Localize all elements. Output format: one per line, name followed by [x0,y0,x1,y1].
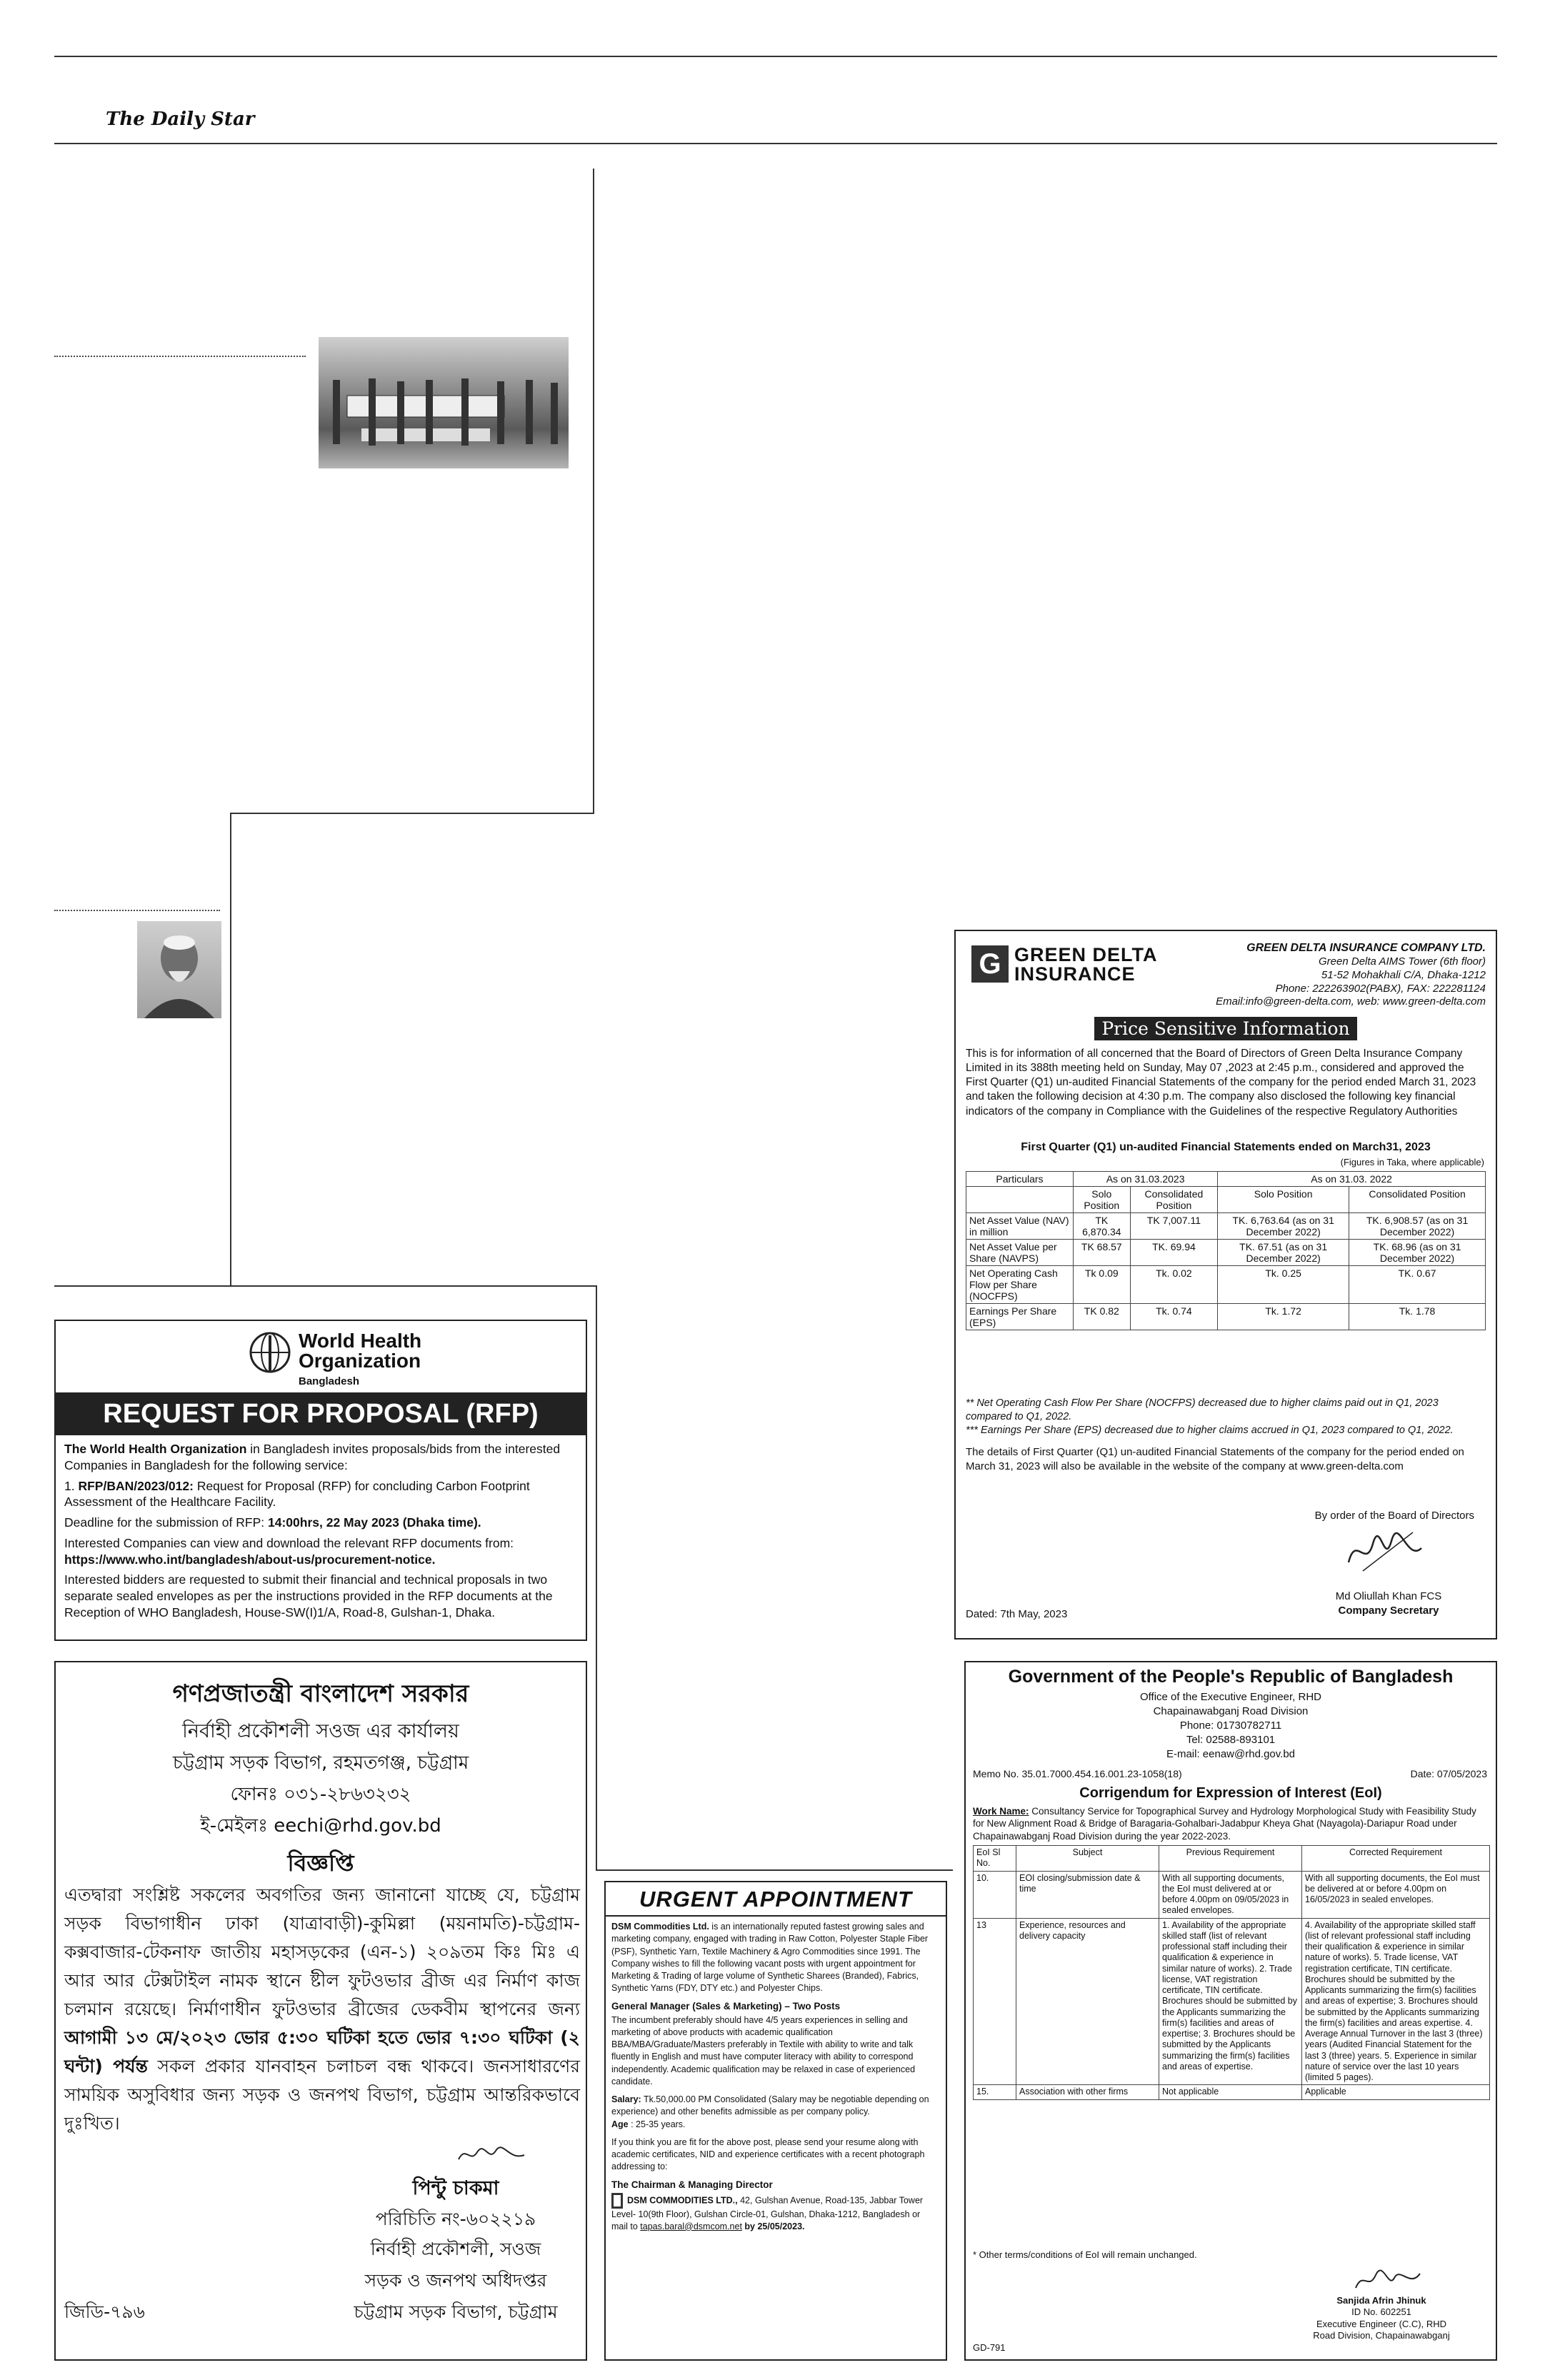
gd-by-order: By order of the Board of Directors [1314,1510,1474,1522]
cell: Experience, resources and delivery capacity [1016,1918,1159,2085]
dsm-body [611,1921,940,2239]
dsm-requirements: The incumbent preferably should have 4/5 years experiences in selling and marketing of above products with academic qualification BBA/MBA/Graduate/Masters preferably in Textile with ability to write and talk fluently in English and must have computer literacy with ability to correspond independently. Academic qualification may be relaxed in case of experienced candidate. [611,2014,916,2087]
rhd-table [973,1845,1490,2100]
green-delta-address [1157,941,1486,1009]
brand-line1: GREEN DELTA [1014,944,1158,965]
who-download-url[interactable]: https://www.who.int/bangladesh/about-us/procurement-notice. [64,1552,436,1567]
dsm-age-text: : 25-35 years. [628,2119,686,2129]
rhd-corrigendum-ad [964,1661,1497,2361]
cell: TK 68.57 [1074,1240,1131,1266]
gd-company: GREEN DELTA INSURANCE COMPANY LTD. [1246,942,1486,954]
cell: TK 6,870.34 [1074,1213,1131,1240]
cell: TK. 68.96 (as on 31 December 2022) [1349,1240,1486,1266]
column-divider [230,813,231,1287]
rhd-division: Chapainawabganj Road Division [1153,1705,1309,1717]
cell: With all supporting documents, the EoI must delivered at or before 4.00pm on 09/05/2023 in sealed envelopes. [1159,1871,1302,1918]
cell: TK 0.82 [1074,1304,1131,1330]
who-intro-org: The World Health Organization [64,1442,247,1456]
table-row [974,1918,1490,2085]
who-org-name [299,1331,421,1371]
cell: Tk. 1.78 [1349,1304,1486,1330]
cell: TK. 6,908.57 (as on 31 December 2022) [1349,1213,1486,1240]
dsm-intro: is an internationally reputed fastest growing sales and marketing company, engaged with trading in Raw Cotton, Polyester Staple Fiber (PSF), Synthetic Yarn, Textile Machinery & Agro Commodities since 1991. The Company wishes to fill the following vacant posts with urgent appointment for Marketing & Trading of large volume of Synthetic Sharees (Branded), Fabrics, Synthetic Yarns (FDY, DTY etc.) and Polyester Chips. [611,1922,929,1994]
dsm-addressee: The Chairman & Managing Director [611,2179,773,2190]
who-body [64,1441,579,1625]
news-photo [319,337,569,468]
rhd-memo: Memo No. 35.01.7000.454.16.001.23-1058(18) [973,1768,1182,1779]
cell: EOI closing/submission date & time [1016,1871,1159,1918]
th-corr: Corrected Requirement [1302,1846,1490,1872]
th-cons-2023: Consolidated Position [1130,1187,1218,1213]
bn-signer: পিন্টু চাকমা [412,2177,499,2199]
dsm-title: URGENT APPOINTMENT [606,1887,946,1917]
who-rfp-ad [54,1320,587,1641]
bn-gd-number: জিডি-৭৯৬ [64,2301,145,2322]
cell: 1. Availability of the appropriate skilled staff (list of relevant professional staff including their qualification & experience in similar nature of works). 2. Trade license, VAT registration certificate, TIN certificate. Brochures should be submitted by the Applicants summarizing the firm(s) facilities and areas of expertise; 3. Brochures should be submitted by the Applicants summarizing the firm(s) facilities and areas of expertise. [1159,1918,1302,2085]
cell: TK. 67.51 (as on 31 December 2022) [1218,1240,1349,1266]
gd-secretary-name: Md Oliullah Khan FCS [1335,1590,1442,1602]
cell: 13 [974,1918,1016,2085]
who-country: Bangladesh [299,1375,360,1387]
table-row [966,1240,1486,1266]
dsm-appointment-ad [604,1881,947,2361]
rhd-signer-id: ID No. 602251 [1351,2306,1411,2318]
row-label: Net Operating Cash Flow per Share (NOCFPS) [966,1266,1074,1304]
cell: 10. [974,1871,1016,1918]
th-solo-2023: Solo Position [1074,1187,1131,1213]
bn-heading: বিজ্ঞপ্তি [287,1849,354,1877]
column-divider [593,169,594,814]
who-deadline-value: 14:00hrs, 22 May 2023 (Dhaka time). [268,1515,481,1530]
table-row [974,1871,1490,1918]
rhd-work-label: Work Name: [973,1806,1029,1817]
rhd-email: E-mail: eenaw@rhd.gov.bd [1166,1748,1296,1760]
who-submit-text: Interested bidders are requested to submit their financial and technical proposals in two separate sealed envelopes as per the instructions provided in the RFP documents at the Reception of WHO Bangladesh, House-SW(I)1/A, Road-8, Gulshan-1, Dhaka. [64,1572,553,1620]
who-item-text: Request for Proposal (RFP) for concluding Carbon Footprint Assessment of the Healthcare Facility. [64,1478,530,1510]
gd-phone: Phone: 222263902(PABX), FAX: 222281124 [1275,982,1486,995]
cell: Applicable [1302,2085,1490,2099]
bn-signature-icon [456,2142,527,2166]
th-prev: Previous Requirement [1159,1846,1302,1872]
rhd-division-sig: Road Division, Chapainawabganj [1313,2329,1450,2341]
dsm-address-company: DSM COMMODITIES LTD., [627,2194,738,2205]
bn-para-bold: আগামী ১৩ মে/২০২৩ ভোর ৫:৩০ ঘটিকা হতে ভোর ৭:৩০ ঘটিকা (২ ঘন্টা) পর্যন্ত [64,2027,580,2077]
th-sl: EoI Sl No. [974,1846,1016,1872]
who-download-text: Interested Companies can view and download the relevant RFP documents from: [64,1535,514,1550]
table-row [966,1304,1486,1330]
column-divider [230,813,594,814]
masthead-rule [54,143,1497,144]
bn-office: নির্বাহী প্রকৌশলী সওজ এর কার্যালয় [182,1720,459,1742]
gd-table-title: First Quarter (Q1) un-audited Financial Statements ended on March31, 2023 [1021,1141,1431,1153]
gd-address1: Green Delta AIMS Tower (6th floor) [1319,955,1486,968]
masthead: The Daily Star [106,109,255,130]
bn-phone: ফোনঃ ০৩১-২৮৬৩২৩২ [230,1784,411,1805]
bn-location: চট্টগ্রাম সড়ক বিভাগ, চট্টগ্রাম [354,2301,558,2322]
bn-paragraph [64,1881,580,2138]
dsm-mail-deadline: by 25/05/2023. [741,2221,805,2231]
bn-title: গণপ্রজাতন্ত্রী বাংলাদেশ সরকার [172,1679,469,1708]
dsm-salary-text: Tk.50,000.00 PM Consolidated (Salary may be negotiable depending on experience) and other benefits admissible as per company policy. [611,2094,929,2117]
gd-financial-table [966,1171,1486,1330]
cell: 4. Availability of the appropriate skilled staff (list of relevant professional staff including their qualification & experience in similar nature of works). 5. Trade license, VAT registration certificate, TIN certificate. Brochures should be submitted by the Applicants summarizing the firm(s) facilities and areas of expertise; 3. Brochures should be submitted by the Applicants summarizing the firm(s) facilities and areas expertise. 4. Average Annual Turnover in the last 3 (three) years (Audited Financial Statement for the last 3 (three) years. 5. Experience in similar nature of service over the last 10 years (limited 5 pages). [1302,1918,1490,2085]
bn-signer-id: পরিচিতি নং-৬০২২১৯ [375,2209,536,2229]
dotted-divider [54,356,306,357]
dsm-apply: If you think you are fit for the above post, please send your resume along with academic certificates, NID and experience certificates with a recent photograph addressing to: [611,2137,925,2172]
gd-intro: This is for information of all concerned that the Board of Directors of Green Delta Insurance Company Limited in its 388th meeting held on Sunday, May 07 ,2023 at 2:45 p.m., considered and approved the First Quarter (Q1) un-audited Financial Statements of the company for the period ended March 31, 2023 and taken the following decision at 4:30 p.m. The company also disclosed the following key financial indicators of the company in Compliance with the Guidelines of the respective Regulatory Authorities [966,1048,1476,1118]
dsm-mail-prefix: mail to [611,2221,641,2231]
who-org-line1: World Health [299,1330,422,1352]
cell: With all supporting documents, the EoI must be delivered at or before 4.00pm on 16/05/2023 in sealed envelopes. [1302,1871,1490,1918]
who-rfp-title: REQUEST FOR PROPOSAL (RFP) [56,1392,586,1435]
bn-para-main: এতদ্বারা সংশ্লিষ্ট সকলের অবগতির জন্য জানানো যাচ্ছে যে, চট্টগ্রাম সড়ক বিভাগাধীন ঢাকা (যাত্রাবাড়ী)-কুমিল্লা (ময়নামতি)-চট্টগ্রাম-কক্সবাজার-টেকনাফ জাতীয় মহাসড়কের (এন-১) ২০৯তম কিঃ মিঃ এ আর আর টেক্সটাইল নামক স্থানে ষ্টীল ফুটওভার ব্রীজ এর নির্মাণ কাজ চলমান রয়েছে। নির্মাণাধীন ফুটওভার ব্রীজের ডেকবীম স্থাপনের জন্য [64,1884,580,2019]
rhd-signer-block [1296,2295,1467,2341]
cell: Tk. 0.74 [1130,1304,1218,1330]
rhd-gov: Government of the People's Republic of Bangladesh [1008,1667,1454,1687]
cell: Not applicable [1159,2085,1302,2099]
rhd-work-text: Consultancy Service for Topographical Survey and Hydrology Morphological Study with Feasibility Study for New Alignment Road & Bridge of Baragaria-Gohalbari-Jadabpur Kheya Ghat (Nayagola)-Dariapur Road under Chapainawabganj Road Division during the year 2022-2023. [973,1806,1476,1842]
rhd-title: Corrigendum for Expression of Interest (EoI) [1079,1785,1382,1801]
cell: Association with other firms [1016,2085,1159,2099]
psi-banner-text: Price Sensitive Information [1094,1017,1356,1040]
rhd-phone: Phone: 01730782711 [1179,1719,1282,1732]
dsm-mail-link[interactable]: tapas.baral@dsmcom.net [640,2221,742,2231]
who-item-ref: RFP/BAN/2023/012: [78,1478,194,1493]
gd-secretary [1303,1590,1474,1617]
bengali-notice-ad [54,1661,587,2361]
psi-banner [956,1017,1496,1040]
gd-email: Email:info@green-delta.com, web: www.green-delta.com [1216,995,1486,1008]
cell: TK. 6,763.64 (as on 31 December 2022) [1218,1213,1349,1240]
cell: Tk. 0.25 [1218,1266,1349,1304]
green-delta-ad [954,930,1497,1640]
rhd-other: * Other terms/conditions of EoI will remain unchanged. [973,2249,1197,2260]
cell: TK 7,007.11 [1130,1213,1218,1240]
dsm-post: General Manager (Sales & Marketing) – Two Posts [611,2000,841,2012]
who-emblem-icon [249,1331,291,1374]
row-label: Earnings Per Share (EPS) [966,1304,1074,1330]
cell: Tk. 1.72 [1218,1304,1349,1330]
green-delta-logo-icon: G [971,945,1009,983]
green-delta-brand [1014,945,1158,984]
table-row [966,1266,1486,1304]
dsm-company: DSM Commodities Ltd. [611,1922,709,1932]
bn-division: চট্টগ্রাম সড়ক বিভাগ, রহমতগঞ্জ, চট্টগ্রাম [172,1752,469,1774]
rhd-signature-icon [1351,2266,1423,2295]
rhd-designation: Executive Engineer (C.C), RHD [1316,2318,1447,2329]
gd-notes [966,1397,1486,1437]
th-solo-2022: Solo Position [1218,1187,1349,1213]
dsm-salary-label: Salary: [611,2094,641,2104]
cell: Tk. 0.02 [1130,1266,1218,1304]
column-divider [596,1869,953,1871]
who-deadline-label: Deadline for the submission of RFP: [64,1515,268,1530]
gd-secretary-title: Company Secretary [1338,1604,1439,1617]
bn-designation: নির্বাহী প্রকৌশলী, সওজ [370,2239,541,2259]
th-cons-2022: Consolidated Position [1349,1187,1486,1213]
cell: 15. [974,2085,1016,2099]
gd-figures-note: (Figures in Taka, where applicable) [1340,1157,1484,1168]
rhd-signer: Sanjida Afrin Jhinuk [1336,2295,1426,2306]
who-intro: in Bangladesh invites proposals/bids from the interested Companies in Bangladesh for the following service: [64,1442,561,1472]
bn-department: সড়ক ও জনপথ অধিদপ্তর [364,2270,547,2291]
th-2023: As on 31.03.2023 [1074,1172,1218,1187]
who-org-line2: Organization [299,1350,421,1372]
bn-para-end: সকল প্রকার যানবাহন চলাচল বন্ধ থাকবে। জনসাধারণের সাময়িক অসুবিধার জন্য সড়ক ও জনপথ বিভাগ, চট্টগ্রাম আন্তরিকভাবে দুঃখিত। [64,2056,581,2134]
column-divider [596,1285,597,1871]
gd-signature-icon [1341,1527,1427,1577]
rhd-gd-number: GD-791 [973,2342,1006,2353]
top-rule [54,56,1497,57]
who-item-num: 1. [64,1478,75,1493]
rhd-date: Date: 07/05/2023 [1410,1768,1487,1779]
gd-address2: 51-52 Mohakhali C/A, Dhaka-1212 [1321,968,1486,981]
cell: Tk 0.09 [1074,1266,1131,1304]
dsm-address: 42, Gulshan Avenue, Road-135, Jabbar Tower Level- 10(9th Floor), Gulshan Circle-01, Gulshan, Dhaka-1212, Bangladesh or [611,2194,924,2219]
table-row [974,2085,1490,2099]
bn-email: ই-মেইলঃ eechi@rhd.gov.bd [200,1815,441,1837]
dsm-age-label: Age [611,2119,629,2129]
rhd-office: Office of the Executive Engineer, RHD [1139,1691,1322,1703]
cell: TK. 0.67 [1349,1266,1486,1304]
th-particulars: Particulars [966,1172,1074,1187]
rhd-tel: Tel: 02588-893101 [1186,1734,1276,1746]
row-label: Net Asset Value (NAV) in million [966,1213,1074,1240]
rhd-work [973,1805,1490,1842]
gd-details: The details of First Quarter (Q1) un-audited Financial Statements of the company for the period ended on March 31, 2023 will also be available in the website of the company at www.green-delta.com [966,1446,1464,1472]
column-divider [54,1285,597,1287]
row-label: Net Asset Value per Share (NAVPS) [966,1240,1074,1266]
portrait-photo [137,921,221,1018]
dotted-divider [54,910,220,911]
gd-note2: *** Earnings Per Share (EPS) decreased due to higher claims accrued in Q1, 2023 compared to Q1, 2022. [966,1424,1454,1436]
table-row [966,1213,1486,1240]
dsm-logo-icon [611,2193,623,2209]
brand-line2: INSURANCE [1014,963,1136,985]
gd-note1: ** Net Operating Cash Flow Per Share (NOCFPS) decreased due to higher claims paid out in Q1, 2023 compared to Q1, 2022. [966,1397,1439,1422]
th-2022: As on 31.03. 2022 [1218,1172,1486,1187]
th-subject: Subject [1016,1846,1159,1872]
gd-dated: Dated: 7th May, 2023 [966,1608,1068,1620]
cell: TK. 69.94 [1130,1240,1218,1266]
